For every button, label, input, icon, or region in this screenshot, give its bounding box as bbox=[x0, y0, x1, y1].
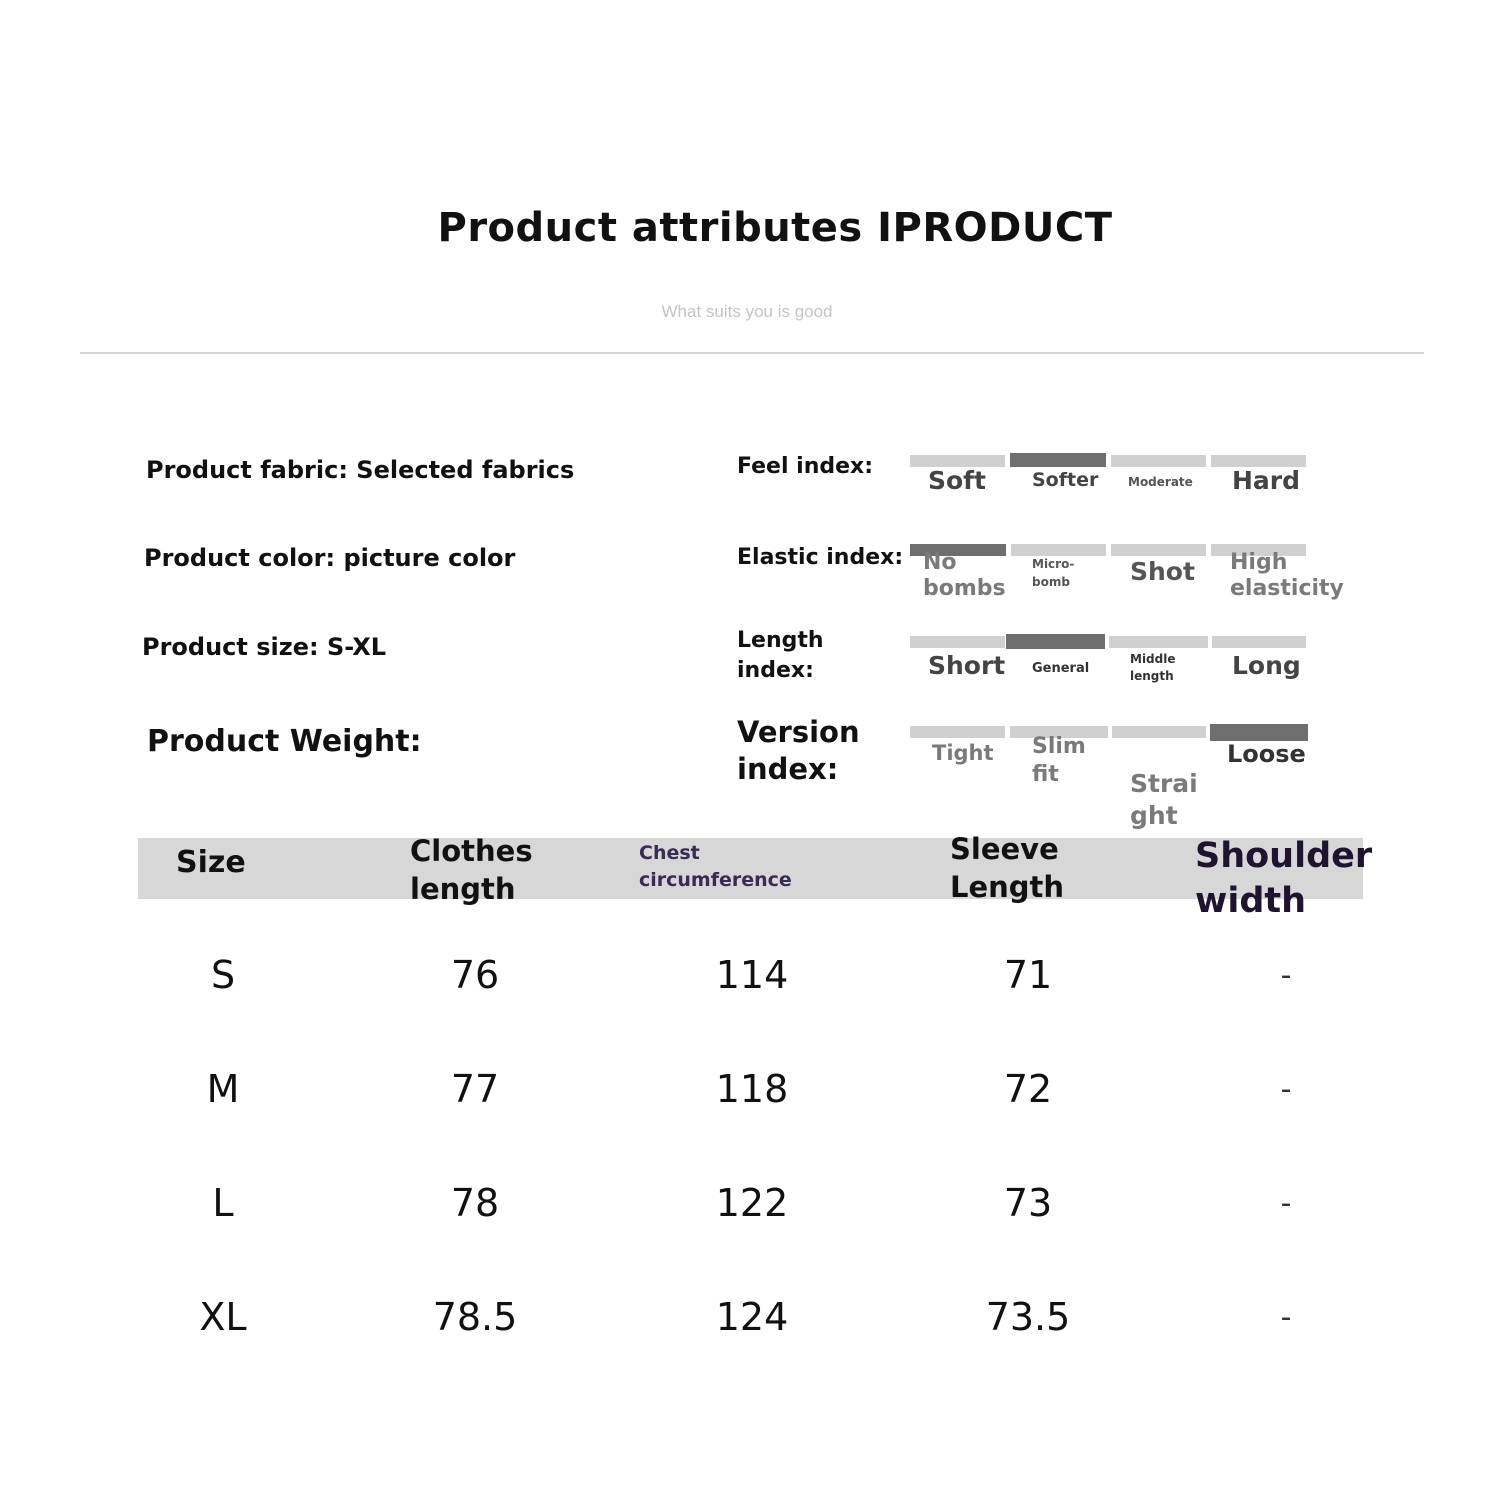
length-option-short: Short bbox=[928, 651, 1006, 680]
version-option-slim-fit: Slim fit bbox=[1032, 734, 1086, 787]
cell-clothes-length: 78 bbox=[450, 1181, 500, 1225]
version-option-straight: Straight bbox=[1130, 769, 1198, 830]
cell-clothes-length: 77 bbox=[450, 1067, 500, 1111]
header-size: Size bbox=[176, 845, 246, 880]
feel-option-hard: Hard bbox=[1232, 466, 1301, 495]
cell-sleeve-length: 73.5 bbox=[985, 1295, 1071, 1339]
length-option-long: Long bbox=[1232, 651, 1301, 680]
cell-clothes-length: 76 bbox=[450, 953, 500, 997]
header-chest-circumference: Chest circumference bbox=[639, 842, 792, 891]
elastic-index-label: Elastic index: bbox=[737, 545, 904, 570]
cell-size: XL bbox=[199, 1295, 247, 1339]
cell-sleeve-length: 73 bbox=[1003, 1181, 1053, 1225]
feel-option-softer: Softer bbox=[1032, 469, 1099, 491]
header-shoulder-width: Shoulder width bbox=[1195, 836, 1373, 921]
header-clothes-length: Clothes length bbox=[410, 834, 533, 906]
header-sleeve-length: Sleeve Length bbox=[950, 832, 1065, 904]
length-bar-short bbox=[910, 636, 1005, 648]
cell-shoulder-width: - bbox=[1280, 958, 1292, 993]
version-option-tight: Tight bbox=[932, 741, 994, 765]
page-title: Product attributes IPRODUCT bbox=[437, 205, 1113, 251]
length-bar-general bbox=[1006, 634, 1105, 649]
cell-clothes-length: 78.5 bbox=[432, 1295, 518, 1339]
header-divider bbox=[80, 352, 1424, 354]
cell-chest: 118 bbox=[715, 1067, 789, 1111]
page-subtitle: What suits you is good bbox=[661, 302, 833, 321]
feel-option-moderate: Moderate bbox=[1128, 475, 1193, 489]
attr-fabric: Product fabric: Selected fabrics bbox=[146, 456, 575, 484]
cell-chest: 122 bbox=[715, 1181, 789, 1225]
cell-size: M bbox=[206, 1067, 240, 1111]
cell-shoulder-width: - bbox=[1280, 1072, 1292, 1107]
attr-weight: Product Weight: bbox=[147, 724, 422, 759]
version-option-loose: Loose bbox=[1227, 740, 1306, 768]
elastic-option-no-bombs: No bombs bbox=[923, 550, 1006, 602]
cell-shoulder-width: - bbox=[1280, 1186, 1292, 1221]
elastic-option-micro-bomb: Micro-bomb bbox=[1032, 557, 1075, 589]
cell-sleeve-length: 71 bbox=[1003, 953, 1053, 997]
cell-chest: 124 bbox=[715, 1295, 789, 1339]
elastic-option-shot: Shot bbox=[1130, 557, 1195, 586]
version-bar-straight bbox=[1112, 726, 1206, 738]
version-bar-tight bbox=[910, 726, 1005, 738]
cell-shoulder-width: - bbox=[1280, 1300, 1292, 1335]
feel-option-soft: Soft bbox=[928, 466, 987, 495]
length-index-label: Length index: bbox=[737, 628, 824, 683]
length-option-middle-length: Middle length bbox=[1130, 652, 1176, 683]
attr-color: Product color: picture color bbox=[144, 544, 516, 572]
feel-bar-softer bbox=[1010, 453, 1106, 467]
cell-sleeve-length: 72 bbox=[1003, 1067, 1053, 1111]
elastic-bar-shot bbox=[1111, 544, 1206, 556]
feel-bar-moderate bbox=[1111, 455, 1206, 467]
feel-index-label: Feel index: bbox=[737, 454, 874, 479]
attr-size: Product size: S-XL bbox=[142, 633, 387, 661]
cell-chest: 114 bbox=[715, 953, 789, 997]
version-index-label: Version index: bbox=[737, 715, 860, 786]
length-bar-long bbox=[1212, 636, 1306, 648]
cell-size: S bbox=[210, 953, 236, 997]
elastic-option-high-elasticity: High elasticity bbox=[1230, 550, 1344, 602]
cell-size: L bbox=[212, 1181, 234, 1225]
version-bar-loose bbox=[1210, 724, 1308, 741]
length-bar-middle-length bbox=[1109, 636, 1208, 648]
length-option-general: General bbox=[1032, 661, 1090, 676]
